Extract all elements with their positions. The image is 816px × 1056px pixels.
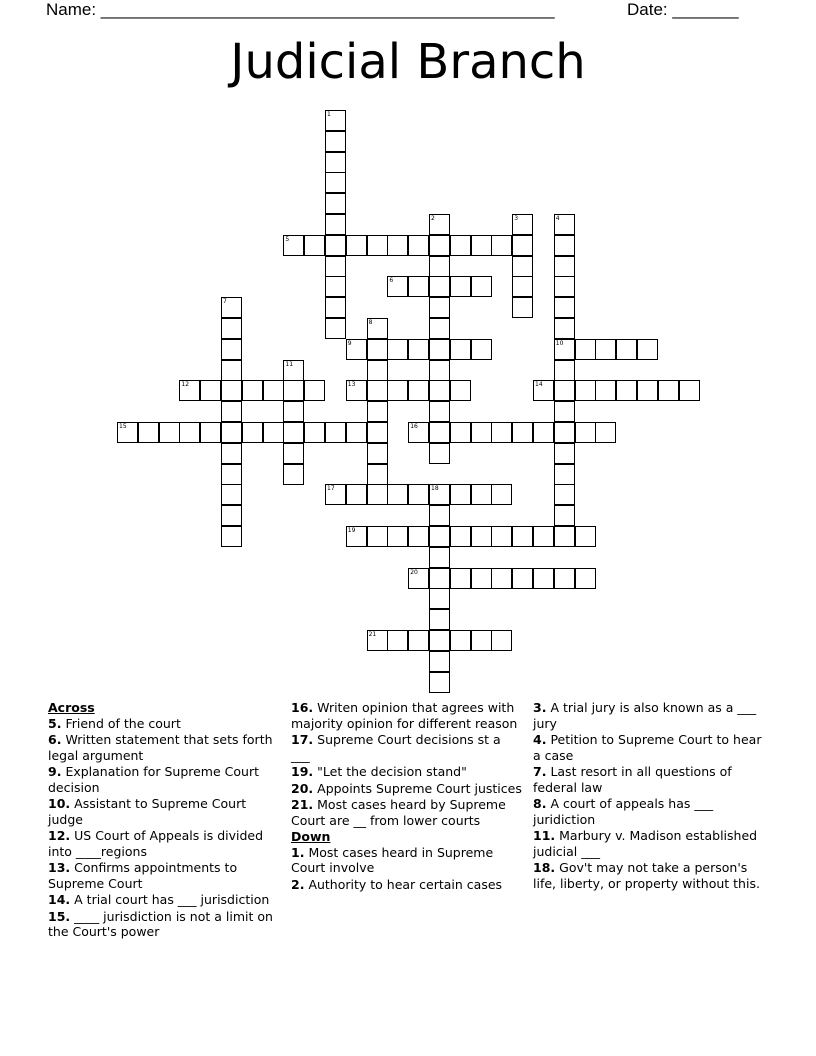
grid-cell[interactable]: [429, 568, 450, 589]
down-clue: [533, 700, 765, 731]
clue-text: Supreme Court decisions st a ___: [291, 732, 501, 763]
grid-cell[interactable]: [283, 422, 304, 443]
grid-cell[interactable]: [554, 297, 575, 318]
grid-cell-number: 17: [327, 485, 335, 493]
grid-cell[interactable]: [554, 505, 575, 526]
grid-cell[interactable]: [450, 276, 471, 297]
down-clue: [291, 845, 523, 876]
grid-cell[interactable]: [346, 484, 367, 505]
grid-cell[interactable]: [575, 380, 596, 401]
grid-cell[interactable]: [429, 609, 450, 630]
grid-cell[interactable]: [367, 360, 388, 381]
grid-cell[interactable]: [450, 235, 471, 256]
grid-cell[interactable]: [512, 214, 533, 235]
grid-cell[interactable]: [429, 630, 450, 651]
down-clue: [533, 796, 765, 827]
grid-cell[interactable]: [429, 547, 450, 568]
grid-cell[interactable]: [367, 401, 388, 422]
grid-cell[interactable]: [512, 568, 533, 589]
grid-cell-number: 6: [389, 277, 394, 285]
grid-cell[interactable]: [221, 318, 242, 339]
across-clue: [291, 797, 523, 828]
clue-text: US Court of Appeals is divided into ____regions: [48, 828, 264, 859]
grid-cell[interactable]: [575, 568, 596, 589]
grid-cell[interactable]: [325, 214, 346, 235]
grid-cell-number: 4: [555, 215, 560, 222]
grid-cell[interactable]: [554, 318, 575, 339]
grid-cell[interactable]: [533, 380, 554, 401]
clue-text: Last resort in all questions of federal law: [533, 764, 732, 795]
grid-cell[interactable]: [554, 276, 575, 297]
grid-cell[interactable]: [533, 422, 554, 443]
grid-cell[interactable]: [491, 422, 512, 443]
clue-text: Assistant to Supreme Court judge: [48, 796, 247, 827]
grid-cell[interactable]: [367, 484, 388, 505]
date-field[interactable]: Date: _______: [627, 0, 739, 19]
grid-cell[interactable]: [200, 380, 221, 401]
clue-text: Petition to Supreme Court to hear a case: [533, 732, 762, 763]
down-clue: [533, 828, 765, 859]
grid-cell[interactable]: [471, 339, 492, 360]
grid-cell[interactable]: [179, 422, 200, 443]
grid-cell[interactable]: [512, 256, 533, 277]
grid-cell-number: 7: [223, 298, 227, 306]
across-clue: [48, 732, 280, 763]
grid-cell[interactable]: [221, 443, 242, 464]
grid-cell-number: 11: [285, 360, 294, 368]
clue-text: Written statement that sets forth legal argument: [48, 732, 273, 763]
grid-cell[interactable]: [325, 131, 346, 152]
grid-cell[interactable]: [450, 630, 471, 651]
grid-cell[interactable]: [367, 526, 388, 547]
grid-cell-number: 15: [119, 423, 127, 430]
grid-cell[interactable]: [221, 505, 242, 526]
grid-cell[interactable]: [325, 276, 346, 297]
grid-cell-number: 8: [368, 319, 373, 326]
grid-cell[interactable]: [512, 235, 533, 256]
grid-cell-number: 14: [535, 381, 543, 389]
grid-cell[interactable]: [554, 256, 575, 277]
grid-cell[interactable]: [367, 380, 388, 401]
grid-cell[interactable]: [325, 256, 346, 277]
across-clue: [48, 860, 280, 891]
grid-cell[interactable]: [221, 339, 242, 360]
grid-cell[interactable]: [367, 339, 388, 360]
grid-cell[interactable]: [304, 235, 325, 256]
clue-text: ____ jurisdiction is not a limit on the Court's power: [48, 908, 273, 939]
grid-cell[interactable]: [367, 464, 388, 485]
clue-text: A trial jury is also known as a ___ jury: [533, 700, 757, 731]
grid-cell[interactable]: [283, 360, 304, 381]
grid-cell[interactable]: [387, 380, 408, 401]
grid-cell[interactable]: [200, 422, 221, 443]
grid-cell[interactable]: [554, 401, 575, 422]
grid-cell[interactable]: [408, 339, 429, 360]
grid-cell[interactable]: [554, 214, 575, 235]
grid-cell[interactable]: [554, 568, 575, 589]
grid-cell[interactable]: [554, 339, 575, 360]
grid-cell[interactable]: [242, 422, 263, 443]
across-clue: [48, 909, 280, 940]
grid-cell[interactable]: [554, 484, 575, 505]
grid-cell[interactable]: [283, 401, 304, 422]
grid-cell[interactable]: [429, 672, 450, 693]
clue-number: 13.: [48, 860, 71, 875]
clue-number: 4.: [533, 732, 547, 747]
grid-cell[interactable]: [554, 422, 575, 443]
down-heading: Down: [291, 829, 331, 844]
grid-cell[interactable]: [450, 380, 471, 401]
grid-cell[interactable]: [429, 297, 450, 318]
clue-text: Writen opinion that agrees with majority opinion for different reason: [291, 700, 518, 731]
grid-cell[interactable]: [325, 297, 346, 318]
across-clue: [48, 892, 280, 908]
grid-cell-number: 12: [181, 381, 190, 389]
grid-cell[interactable]: [429, 276, 450, 297]
grid-cell[interactable]: [325, 422, 346, 443]
grid-cell-number: 10: [555, 339, 564, 347]
clue-number: 14.: [48, 892, 71, 907]
grid-cell[interactable]: [512, 422, 533, 443]
grid-cell[interactable]: [367, 318, 388, 339]
grid-cell[interactable]: [408, 568, 429, 589]
grid-cell[interactable]: [575, 422, 596, 443]
grid-cell[interactable]: [346, 339, 367, 360]
clue-number: 5.: [48, 715, 62, 731]
grid-cell[interactable]: [408, 422, 429, 443]
grid-cell[interactable]: [221, 422, 242, 443]
clue-number: 15.: [48, 908, 71, 924]
grid-cell[interactable]: [616, 339, 637, 360]
grid-cell-number: 1: [327, 111, 331, 118]
grid-cell[interactable]: [658, 380, 679, 401]
clue-number: 7.: [533, 764, 547, 779]
grid-cell[interactable]: [429, 235, 450, 256]
grid-cell[interactable]: [367, 443, 388, 464]
clue-number: 11.: [533, 828, 556, 843]
grid-cell[interactable]: [491, 630, 512, 651]
grid-cell[interactable]: [408, 630, 429, 651]
across-clue: [291, 700, 523, 731]
clue-number: 17.: [291, 732, 314, 747]
grid-cell-number: 16: [410, 423, 418, 430]
clue-number: 21.: [291, 797, 314, 812]
grid-cell[interactable]: [429, 380, 450, 401]
clue-text: Appoints Supreme Court justices: [317, 780, 522, 796]
grid-cell[interactable]: [491, 568, 512, 589]
grid-cell[interactable]: [429, 214, 450, 235]
grid-cell[interactable]: [595, 422, 616, 443]
grid-cell[interactable]: [304, 380, 325, 401]
grid-cell[interactable]: [491, 235, 512, 256]
grid-cell[interactable]: [221, 526, 242, 547]
grid-cell[interactable]: [471, 526, 492, 547]
grid-cell[interactable]: [221, 360, 242, 381]
grid-cell-number: 20: [410, 568, 418, 576]
clue-number: 19.: [291, 764, 314, 779]
clue-number: 3.: [533, 700, 547, 715]
across-clue: [291, 732, 523, 763]
grid-cell-number: 21: [368, 631, 377, 638]
grid-cell[interactable]: [283, 235, 304, 256]
clue-number: 1.: [291, 844, 305, 860]
grid-cell[interactable]: [554, 464, 575, 485]
clue-text: Most cases heard in Supreme Court involve: [291, 844, 494, 875]
grid-cell[interactable]: [242, 380, 263, 401]
grid-cell[interactable]: [408, 526, 429, 547]
clue-number: 6.: [48, 732, 62, 747]
clue-text: "Let the decision stand": [317, 764, 467, 779]
grid-cell[interactable]: [221, 297, 242, 318]
grid-cell[interactable]: [450, 422, 471, 443]
grid-cell[interactable]: [325, 152, 346, 173]
grid-cell[interactable]: [408, 484, 429, 505]
clue-column-3: [533, 700, 765, 892]
grid-cell[interactable]: [429, 339, 450, 360]
clue-text: Confirms appointments to Supreme Court: [48, 860, 238, 891]
across-clue: [291, 764, 523, 780]
grid-cell[interactable]: [429, 505, 450, 526]
grid-cell[interactable]: [637, 339, 658, 360]
name-field[interactable]: Name: ________________________________________________: [46, 0, 555, 19]
clue-column-1: [48, 700, 280, 941]
grid-cell[interactable]: [595, 380, 616, 401]
grid-cell-number: 3: [514, 215, 519, 222]
grid-cell-number: 2: [431, 215, 435, 222]
grid-cell[interactable]: [325, 318, 346, 339]
grid-cell-number: 5: [285, 235, 290, 243]
grid-cell[interactable]: [221, 380, 242, 401]
across-clue: [48, 764, 280, 795]
grid-cell[interactable]: [221, 484, 242, 505]
clue-column-2: [291, 700, 523, 893]
grid-cell[interactable]: [387, 484, 408, 505]
page-title: Judicial Branch: [230, 34, 586, 90]
grid-cell[interactable]: [325, 110, 346, 131]
down-clue: [533, 732, 765, 763]
across-clue: [48, 828, 280, 859]
grid-cell[interactable]: [616, 380, 637, 401]
across-clue: [48, 716, 280, 732]
clue-number: 8.: [533, 796, 547, 811]
grid-cell[interactable]: [408, 380, 429, 401]
grid-cell[interactable]: [325, 484, 346, 505]
clue-text: Most cases heard by Supreme Court are __ from lower courts: [291, 797, 506, 828]
grid-cell[interactable]: [471, 568, 492, 589]
clue-text: A court of appeals has ___ juridiction: [533, 796, 714, 827]
grid-cell[interactable]: [450, 568, 471, 589]
grid-cell[interactable]: [283, 443, 304, 464]
grid-cell[interactable]: [554, 235, 575, 256]
grid-cell[interactable]: [429, 588, 450, 609]
grid-cell[interactable]: [346, 422, 367, 443]
grid-cell[interactable]: [512, 526, 533, 547]
grid-cell[interactable]: [554, 526, 575, 547]
grid-cell-number: 18: [431, 485, 439, 493]
across-clue: [48, 796, 280, 827]
clue-number: 2.: [291, 876, 305, 892]
clue-number: 9.: [48, 764, 62, 779]
down-clue: [291, 877, 523, 893]
grid-cell[interactable]: [325, 193, 346, 214]
grid-cell[interactable]: [429, 443, 450, 464]
grid-cell[interactable]: [283, 380, 304, 401]
clue-text: Authority to hear certain cases: [308, 876, 503, 892]
down-clue: [533, 860, 765, 891]
grid-cell[interactable]: [429, 360, 450, 381]
grid-cell[interactable]: [159, 422, 180, 443]
clue-text: A trial court has ___ jurisdiction: [74, 892, 270, 907]
grid-cell[interactable]: [138, 422, 159, 443]
across-clue: [291, 781, 523, 797]
clue-number: 18.: [533, 860, 556, 875]
grid-cell[interactable]: [408, 235, 429, 256]
grid-cell[interactable]: [429, 526, 450, 547]
grid-cell[interactable]: [554, 380, 575, 401]
clue-text: Gov't may not take a person's life, liberty, or property without this.: [533, 860, 760, 891]
clue-number: 10.: [48, 796, 71, 811]
grid-cell[interactable]: [304, 422, 325, 443]
grid-cell[interactable]: [367, 630, 388, 651]
grid-cell[interactable]: [491, 526, 512, 547]
grid-cell[interactable]: [408, 276, 429, 297]
grid-cell[interactable]: [575, 526, 596, 547]
grid-cell[interactable]: [471, 422, 492, 443]
grid-cell[interactable]: [429, 422, 450, 443]
grid-cell[interactable]: [512, 297, 533, 318]
grid-cell[interactable]: [471, 235, 492, 256]
clue-text: Marbury v. Madison established judicial ___: [533, 828, 758, 859]
grid-cell[interactable]: [179, 380, 200, 401]
grid-cell[interactable]: [595, 339, 616, 360]
grid-cell[interactable]: [554, 443, 575, 464]
grid-cell[interactable]: [429, 318, 450, 339]
grid-cell[interactable]: [387, 526, 408, 547]
grid-cell[interactable]: [387, 339, 408, 360]
grid-cell[interactable]: [429, 401, 450, 422]
grid-cell[interactable]: [346, 235, 367, 256]
grid-cell[interactable]: [491, 484, 512, 505]
clue-number: 20.: [291, 780, 314, 796]
grid-cell[interactable]: [575, 339, 596, 360]
clue-text: Explanation for Supreme Court decision: [48, 764, 259, 795]
grid-cell[interactable]: [117, 422, 138, 443]
grid-cell[interactable]: [387, 630, 408, 651]
grid-cell[interactable]: [429, 484, 450, 505]
grid-cell[interactable]: [221, 464, 242, 485]
clue-number: 16.: [291, 700, 314, 715]
grid-cell[interactable]: [471, 630, 492, 651]
grid-cell[interactable]: [387, 235, 408, 256]
grid-cell[interactable]: [554, 360, 575, 381]
grid-cell[interactable]: [512, 276, 533, 297]
grid-cell[interactable]: [283, 464, 304, 485]
grid-cell[interactable]: [429, 651, 450, 672]
grid-cell-number: 19: [347, 527, 356, 534]
grid-cell[interactable]: [533, 568, 554, 589]
grid-cell[interactable]: [367, 422, 388, 443]
grid-cell-number: 13: [347, 381, 356, 389]
clue-number: 12.: [48, 828, 71, 843]
grid-cell[interactable]: [450, 339, 471, 360]
grid-cell[interactable]: [637, 380, 658, 401]
grid-cell[interactable]: [450, 484, 471, 505]
grid-cell[interactable]: [471, 276, 492, 297]
grid-cell[interactable]: [325, 172, 346, 193]
grid-cell[interactable]: [263, 422, 284, 443]
down-clue: [533, 764, 765, 795]
grid-cell[interactable]: [429, 256, 450, 277]
grid-cell[interactable]: [263, 380, 284, 401]
grid-cell[interactable]: [221, 401, 242, 422]
clue-text: Friend of the court: [65, 715, 181, 731]
grid-cell[interactable]: [450, 526, 471, 547]
grid-cell-number: 9: [347, 339, 352, 347]
grid-cell[interactable]: [367, 235, 388, 256]
across-heading: Across: [48, 700, 95, 715]
grid-cell[interactable]: [325, 235, 346, 256]
grid-cell[interactable]: [346, 526, 367, 547]
grid-cell[interactable]: [387, 276, 408, 297]
grid-cell[interactable]: [346, 380, 367, 401]
grid-cell[interactable]: [533, 526, 554, 547]
grid-cell[interactable]: [471, 484, 492, 505]
grid-cell[interactable]: [679, 380, 700, 401]
